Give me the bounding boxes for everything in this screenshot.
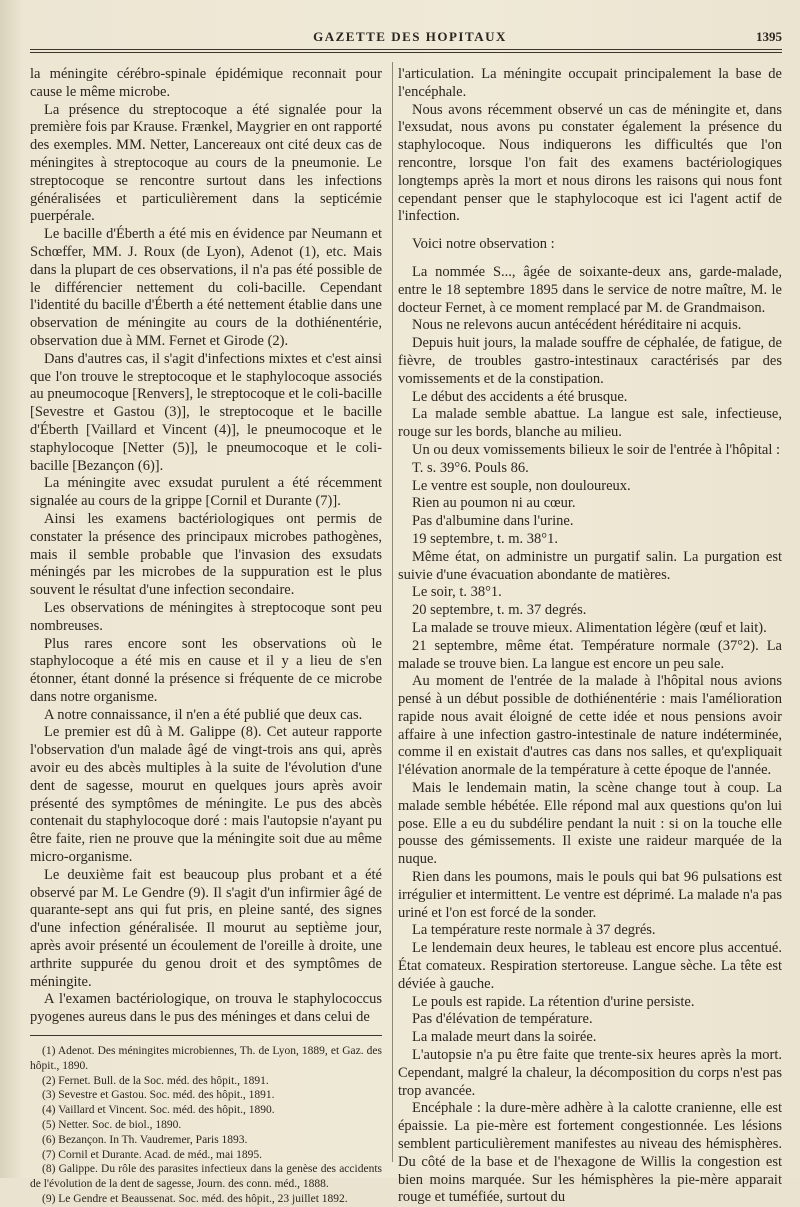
page-header: [30, 26, 790, 48]
footnote: (4) Vaillard et Vincent. Soc. méd. des hôpit., 1890.: [42, 1104, 275, 1117]
paragraph: Rien au poumon ni au cœur.: [412, 495, 576, 512]
header-rule: [30, 49, 782, 50]
paragraph: A notre connaissance, il n'en a été publié que deux cas.: [44, 706, 363, 723]
paragraph: Même état, on administre un purgatif salin. La purgation est suivie d'une évacuation abondante de matières.: [398, 548, 782, 583]
footnote: (8) Galippe. Du rôle des parasites infectieux dans la genèse des accidents de l'évolution de la dent de sagesse, Journ. des conn. méd., 1888.: [30, 1163, 382, 1191]
left-column: [30, 66, 382, 1207]
paragraph: Pas d'albumine dans l'urine.: [412, 513, 574, 530]
paragraph: La température reste normale à 37 degrés.: [412, 922, 656, 939]
paragraph: L'autopsie n'a pu être faite que trente-six heures après la mort. Cependant, malgré la chaleur, la décomposition du corps n'est pas trop avancée.: [398, 1047, 782, 1099]
paragraph: 19 septembre, t. m. 38°1.: [412, 530, 558, 547]
footnote: (2) Fernet. Bull. de la Soc. méd. des hôpit., 1891.: [42, 1074, 269, 1087]
right-column: [398, 66, 782, 1207]
footnote: (6) Bezançon. In Th. Vaudremer, Paris 1893.: [42, 1133, 248, 1146]
paragraph: Depuis huit jours, la malade souffre de céphalée, de fatigue, de fièvre, de troubles gastro-intestinaux caractérisés par des vomissements et de la constipation.: [398, 335, 782, 387]
paragraph: 21 septembre, même état. Température normale (37°2). La malade se trouve bien. La langue est encore un peu sale.: [398, 637, 782, 672]
paragraph: Le lendemain deux heures, le tableau est encore plus accentué. État comateux. Respiration stertoreuse. Langue sèche. La tête est déviée à gauche.: [398, 940, 782, 992]
paragraph: l'articulation. La méningite occupait principalement la base de l'encéphale.: [398, 66, 782, 100]
paragraph: Un ou deux vomissements bilieux le soir de l'entrée à l'hôpital :: [412, 441, 781, 458]
paragraph: Le pouls est rapide. La rétention d'urine persiste.: [412, 993, 695, 1010]
page-number: 1395: [756, 29, 782, 44]
paragraph: La présence du streptocoque a été signalée pour la première fois par Krause. Frænkel, Maygrier en ont rapporté des exemples. MM. Netter, Lancereaux ont cité deux cas de méningites à streptocoque au cours de la pneumonie. Le streptocoque se rencontre surtout dans les infections généralisées et particulièrement dans la septicémie puerpérale.: [30, 101, 382, 225]
footnotes: [30, 1044, 382, 1207]
paragraph: A l'examen bactériologique, on trouva le staphylococcus pyogenes aureus dans le pus des méninges et dans celui de: [30, 991, 382, 1026]
paragraph: T. s. 39°6. Pouls 86.: [412, 459, 529, 476]
paragraph: Les observations de méningites à streptocoque sont peu nombreuses.: [30, 599, 382, 634]
paragraph: La nommée S..., âgée de soixante-deux ans, garde-malade, entre le 18 septembre 1895 dans le service de notre maître, M. le docteur Fernet, à ce moment remplacé par M. de Grandmaison.: [398, 263, 782, 316]
paragraph: 20 septembre, t. m. 37 degrés.: [412, 602, 587, 619]
paragraph: la méningite cérébro-spinale épidémique reconnait pour cause le même microbe.: [30, 66, 382, 100]
paragraph: Nous ne relevons aucun antécédent héréditaire ni acquis.: [412, 317, 742, 334]
paragraph: Le premier est dû à M. Galippe (8). Cet auteur rapporte l'observation d'un malade âgé de vingt-trois ans qui, après avoir eu des abcès multiples à la suite de l'évolution d'une dent de sagesse, mourut en quelques jours après avoir présenté des symptômes de méningite. Le pus des abcès contenait du staphylocoque doré : mais l'autopsie n'ayant pu être faite, rien ne prouve que la méningite soit due au même micro-organisme.: [30, 724, 382, 866]
journal-title: GAZETTE DES HOPITAUX: [313, 29, 507, 44]
paragraph: Le ventre est souple, non douloureux.: [412, 477, 631, 494]
paragraph: Nous avons récemment observé un cas de méningite et, dans l'exsudat, nous avons pu constater également la présence du staphylocoque. Nous indiquerons les difficultés que l'on rencontre, lorsque l'on fait des examens bactériologiques longtemps après la mort et nous dirons les raisons qui nous font cependant penser que le staphylocoque est ici l'agent actif de l'infection.: [398, 101, 782, 225]
header-rule-thin: [30, 52, 782, 53]
paragraph: Le soir, t. 38°1.: [412, 584, 502, 601]
paragraph: La malade meurt dans la soirée.: [412, 1029, 597, 1046]
paragraph: Dans d'autres cas, il s'agit d'infections mixtes et c'est ainsi que l'on trouve le streptocoque et le staphylocoque associés au pneumocoque [Renvers], le streptocoque et le coli-bacille [Sevestre et Gastou (3)], le streptocoque et le bacille d'Éberth [Vaillard et Vincent (4)], le pneumocoque et le staphylocoque [Netter (5)], le pneumocoque et le coli-bacille [Bezançon (6)].: [30, 350, 382, 474]
paragraph: Le bacille d'Éberth a été mis en évidence par Neumann et Schœffer, MM. J. Roux (de Lyon), Adenot (1), etc. Mais dans la plupart de ces observations, il n'a pas été possible de le différencier nettement du coli-bacille. Cependant l'identité du bacille d'Éberth a été nettement établie dans une observation de méningite au cours de la dothiénentérie, observation due à MM. Fernet et Girode (2).: [30, 226, 382, 349]
footnote: (5) Netter. Soc. de biol., 1890.: [42, 1119, 182, 1132]
paragraph: Le deuxième fait est beaucoup plus probant et a été observé par M. Le Gendre (9). Il s'agit d'un infirmier âgé de quarante-sept ans qui fut pris, en pleine santé, des signes d'une infection généralisée. Il mourut au septième jour, après avoir présenté un écoulement de l'oreille à droite, une arthrite suppurée du genou droit et des symptômes de méningite.: [30, 866, 382, 990]
footnote: (7) Cornil et Durante. Acad. de méd., mai 1895.: [42, 1148, 263, 1161]
column-divider: [392, 62, 393, 1162]
paragraph: Plus rares encore sont les observations où le staphylocoque a été mis en cause et il y a lieu de s'en étonner, étant donné la présence si fréquente de ce microbe dans notre organisme.: [30, 635, 382, 705]
footnote: (1) Adenot. Des méningites microbiennes, Th. de Lyon, 1889, et Gaz. des hôpit., 1890.: [30, 1045, 382, 1072]
footnote: (9) Le Gendre et Beaussenat. Soc. méd. des hôpit., 23 juillet 1892.: [42, 1193, 348, 1205]
paragraph: La malade semble abattue. La langue est sale, infectieuse, rouge sur les bords, blanche au milieu.: [398, 406, 782, 441]
paragraph: Mais le lendemain matin, la scène change tout à coup. La malade semble hébétée. Elle répond mal aux questions qu'on lui pose. Elle a eu du subdélire pendant la nuit : si on la touche elle pousse des gémissements. Il existe une raideur marquée de la nuque.: [398, 780, 782, 868]
paragraph: La malade se trouve mieux. Alimentation légère (œuf et lait).: [412, 619, 767, 636]
paragraph: Encéphale : la dure-mère adhère à la calotte cranienne, elle est épaissie. La pie-mère est fortement congestionnée. Les lésions semblent particulièrement manifestes au niveau des hémisphères. Du côté de la base et de l'hexagone de Willis la congestion est bien moins marquée. Sur les hémisphères la pie-mère apparait rouge et tuméfiée, surtout du: [398, 1100, 782, 1206]
footnote-rule: [30, 1035, 382, 1036]
paragraph: Le début des accidents a été brusque.: [412, 388, 628, 405]
paragraph: Rien dans les poumons, mais le pouls qui bat 96 pulsations est irrégulier et intermittent. Le ventre est déprimé. La malade n'a pas uriné et l'on est forcé de la sonder.: [398, 869, 782, 921]
paragraph: Ainsi les examens bactériologiques ont permis de constater la présence des principaux microbes pathogènes, mais il semble probable que l'invasion des exsudats méningés par les microbes de la suppuration est le plus souvent le résultat d'une infection secondaire.: [30, 510, 382, 599]
paragraph: Au moment de l'entrée de la malade à l'hôpital nous avions pensé à un début possible de dothiénentérie : mais l'amélioration rapide nous avait éloigné de cette idée et nous pensions avoir affaire à une infection gastro-intestinale de nature indéterminée, comme il en existait d'autres cas dans nos salles, et qu'expliquait l'élévation anormale de la température à cette époque de l'année.: [398, 673, 782, 779]
paragraph: La méningite avec exsudat purulent a été récemment signalée au cours de la grippe [Cornil et Durante (7)].: [30, 475, 382, 510]
paragraph: Pas d'élévation de température.: [412, 1011, 593, 1028]
footnote: (3) Sevestre et Gastou. Soc. méd. des hôpit., 1891.: [42, 1089, 275, 1102]
observation-heading: Voici notre observation :: [412, 236, 555, 253]
